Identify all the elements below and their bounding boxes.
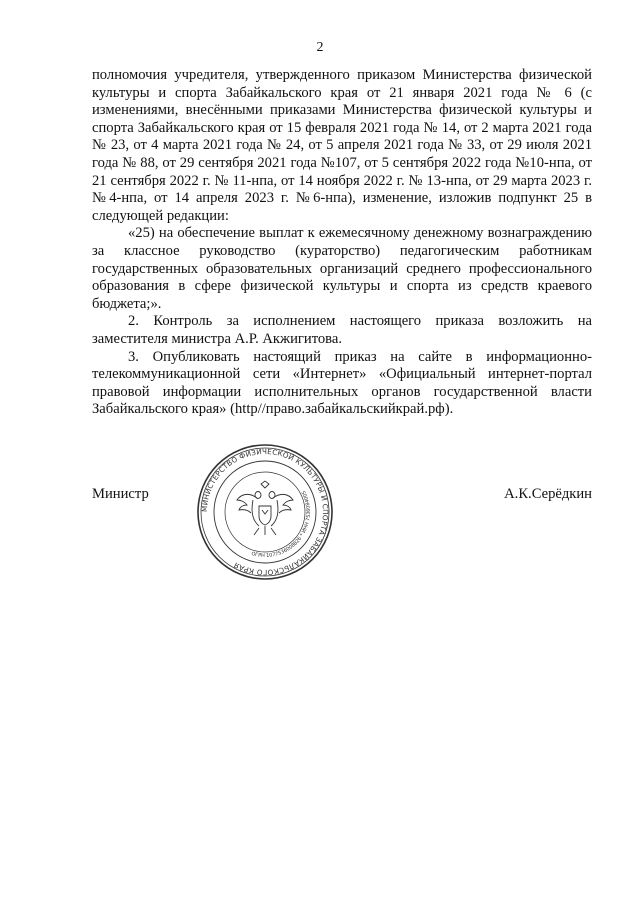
signatory-title: Министр xyxy=(92,486,149,502)
signatory-name: А.К.Серёдкин xyxy=(504,486,592,502)
seal-outer-text: МИНИСТЕРСТВО ФИЗИЧЕСКОЙ КУЛЬТУРЫ И СПОРТА ЗАБАЙКАЛЬСКОГО КРАЯ xyxy=(199,446,331,578)
page-number: 2 xyxy=(316,40,324,55)
document-body xyxy=(92,67,592,419)
paragraph-quoted-subclause: «25) на обеспечение выплат к ежемесячному денежному вознаграждению за классное руководство (кураторство) педагогическим работникам государственных образовательных организаций среднего профессионального образования в сфере физической культуры и спорта из средств краевого бюджета;». xyxy=(92,225,592,312)
paragraph-continuation: полномочия учредителя, утвержденного приказом Министерства физической культуры и спорта Забайкальского края от 21 января 2021 года № 6 (с изменениями, внесёнными приказами Министерства физической культуры и спорта Забайкальского края от 15 февраля 2021 года № 14, от 2 марта 2021 года № 23, от 4 марта 2021 года № 24, от 5 апреля 2021 года № 33, от 29 июля 2021 года № 88, от 29 сентября 2021 года №107, от 5 сентября 2022 года №10-нпа, от 21 сентября 2022 г. № 11-нпа, от 14 ноября 2022 г. № 13-нпа, от 29 марта 2023 г. №4-нпа, от 14 апреля 2023 г. №6-нпа), изменение, изложив подпункт 25 в следующей редакции: xyxy=(92,67,592,224)
coat-of-arms-icon xyxy=(237,481,293,535)
paragraph-item-2: 2. Контроль за исполнением настоящего приказа возложить на заместителя министра А.Р. Акжигитова. xyxy=(92,313,592,347)
official-seal xyxy=(195,442,335,582)
seal-inner-text: ОГРН 1077536008826 * ИНН 7536084005 xyxy=(250,489,313,560)
paragraph-item-3: 3. Опубликовать настоящий приказ на сайте в информационно-телекоммуникационной сети «Интернет» «Официальный интернет-портал правовой информации исполнительных органов государственной власти Забайкальского края» (http//право.забайкальскийкрай.рф). xyxy=(92,348,592,418)
